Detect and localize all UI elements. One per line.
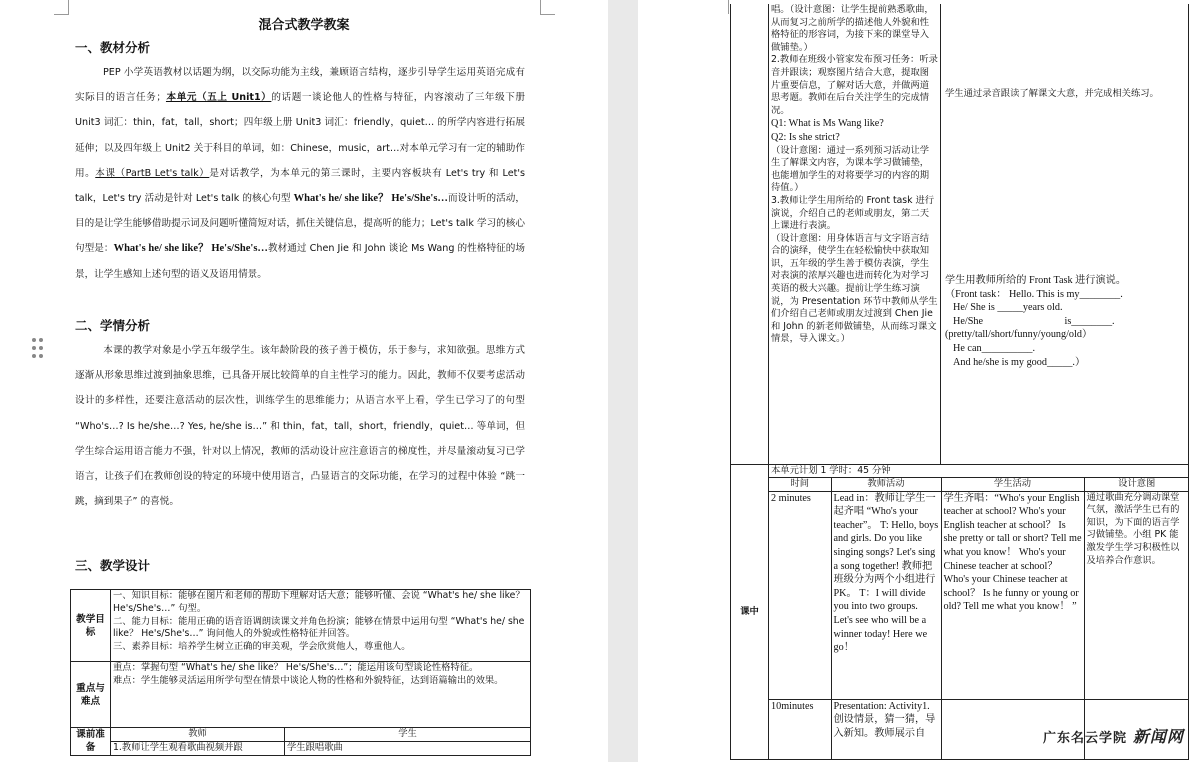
column-header-teacher: 教师 [111,728,285,742]
section-heading-design: 三、教学设计 [75,558,151,573]
watermark-logo [1043,724,1184,747]
table-row [769,491,1189,699]
text-run: 的话题一谈论他人的性格与特征，内容滚动了三年级下册 Unit3 词汇：thin，fat，tall，short；四年级上册 Unit3 词汇：friendly，quiet… 的所学内容进行拓展延伸；以及四年级上 Unit2 关于科目的单词，如：Chinese，music，art…对本单元学习有一定的辅助作用。 [75,92,526,179]
text-run: 本课的教学对象是小学五年级学生。该年龄阶段的孩子善于模仿，乐于参与，求知欲强。思维方式逐渐从形象思维过渡到抽象思维，已具备开展比较简单的自主性学习的能力。因此，教师不仅要考虑活动设计的多样性，还要注意活动的层次性，训练学生的思维能力；从语言水平上看，学生已学习了的句型 “Who's…? Is he/she…? Yes, he/she is…” 和 thin，fat，tall，short，friendly，quiet… 等单词，但学生综合运用语言能力不强，针对以上情况，教师的活动设计应注意语言的梯度性，并尽量滚动复习已学语言，让孩子们在教师创设的特定的环境中使用语言，凸显语言的交际功能，在学习的过程中体验 “跳一跳，摘到果子” 的喜悦。 [75,345,525,508]
unit-plan-text: 本单元计划 1 学时：45 分钟 [769,465,1189,478]
drag-handle-icon[interactable] [32,338,44,360]
teacher-activity-text: 3.教师让学生用所给的 Front task 进行演说，介绍自己的老师或朋友，第二天上课进行表演。 [771,194,935,232]
student-preview-cell [941,4,1189,464]
lesson-reference: 本课（PartB Let's talk） [95,167,210,179]
stage-cell-empty [731,4,769,464]
table-row [71,662,531,728]
teacher-preview-cell [769,4,941,464]
table-row [71,728,531,742]
front-task-line: He/ She is _____years old. [953,302,1063,314]
front-task-line: （Front task： Hello. This is my________. [945,288,1123,300]
in-class-plan-table [769,465,1189,760]
crop-mark [540,0,555,15]
goals-label: 教学目标 [71,590,111,662]
key-points-cell [111,662,531,728]
column-header-time: 时间 [769,478,831,492]
key-point-item: 难点：学生能够灵活运用所学句型在情景中谈论人物的性格和外貌特征，达到语篇输出的效果。 [113,674,504,686]
teacher-activity-text: （设计意图：用身体语言与文字语言结合的演绎，使学生在轻松愉快中获取知识，五年级的学生善于模仿表演，学生对表演的浓厚兴趣也进而转化为对学习英语的极大兴趣。提前让学生练习演说，为 Presentation 环节中教师从学生们介绍自己老师或朋友过渡到 Chen Jie 和 John 的新老师做铺垫，从而练习课文情景，导入课文。） [771,232,938,345]
prep-student-cell: 学生跟唱歌曲 [285,741,531,755]
section-heading-textbook: 一、教材分析 [75,40,151,55]
table-row [731,4,1189,464]
document-title: 混合式教学教案 [258,18,350,33]
teacher-activity-cell: Presentation: Activity1.创设情景，猜一猜，导入新知。教师展示自 [831,699,941,759]
column-header-student: 学生 [285,728,531,742]
table-row [769,465,1189,478]
preview-question: Q1: What is Ms Wang like? [771,118,884,130]
column-header-student-activity: 学生活动 [941,478,1084,492]
sentence-pattern: What's he/ she like？ He's/She's… [113,243,268,255]
key-points-label: 重点与难点 [71,662,111,728]
watermark-text: 广东名云学院 [1043,731,1128,746]
column-header-purpose: 设计意图 [1084,478,1189,492]
student-activity-text: 学生通过录音跟读了解课文大意，并完成相关练习。 [945,88,1159,99]
time-cell: 10minutes [769,699,831,759]
column-header-teacher-activity: 教师活动 [831,478,941,492]
sentence-pattern: What's he/ she like？ He's/She's… [293,193,448,205]
teacher-activity-cell: Lead in：教师让学生一起齐唱 “Who's your teacher”。 T: Hello, boys and girls. Do you like singing songs? Let's sing a song together! 教师把班级分为两个小组进行 PK。 T：I will divide you into two groups. Let's see who will be a winner today! Here we go！ [831,491,941,699]
teacher-activity-text: 2.教师在班级小管家发布预习任务：听录音并跟读；观察图片结合大意，提取图片重要信息，了解对话大意，并做两道思考题。教师在后台关注学生的完成情况。 [771,54,938,116]
text-run: 是对话教学，为本单元的第三课时，主要内容板块有 Let's try 和 Let's talk，Let's try 活动是针对 Let's talk 的核心句型 [75,167,525,205]
front-task-line: He/She is________. [953,315,1115,327]
front-task-block [945,274,1183,369]
text-run: PEP 小学英语教材以话题为纲，以交际功能为主线，兼顾语言结构，逐步引导学生运用英语完成有实际目的语言任务； [75,67,525,104]
teacher-activity-text: 唱。（设计意图：让学生提前熟悉歌曲，从而复习之前所学的描述他人外貌和性格特征的形容词，为接下来的课堂导入做铺垫。） [771,4,934,53]
teacher-activity-text: （设计意图：通过一系列预习活动让学生了解课文内容，为课本学习做铺垫，也能增加学生的对将要学习的内容的期待值。） [771,144,930,194]
preview-question: Q2: Is she strict? [771,131,840,143]
text-run: 教材通过 Chen Jie 和 John 谈论 Ms Wang 的性格特征的场景，让学生感知上述句型的语义及语用情景。 [75,243,526,280]
in-class-cell [769,464,1189,760]
paragraph-learner-analysis [75,338,525,514]
table-row [71,741,531,755]
unit-reference: 本单元（五上 Unit1） [165,92,272,104]
purpose-cell: 通过歌曲充分调动课堂气氛，激活学生已有的知识，为下面的语言学习做铺垫。小组 PK 能激发学生学习积极性以及培养合作意识。 [1084,491,1189,699]
time-cell: 2 minutes [769,491,831,699]
prep-label: 课前准备 [71,728,111,756]
section-heading-learner: 二、学情分析 [75,318,151,333]
table-row [71,590,531,662]
document-page-right [638,0,1200,762]
goal-item: 一、知识目标：能够在图片和老师的帮助下理解对话大意；能够听懂、会说 “What's he/ she like？ He's/She's…” 句型。 [113,590,525,614]
text-run: 而设计听的活动，目的是让学生能够借助提示词及问题听懂简短对话，抓住关键信息，提高听的能力；Let's talk 学习的核心句型是： [75,193,525,255]
prep-teacher-cell: 1.教师让学生观看歌曲视频并跟 [111,741,285,755]
goal-item: 三、素养目标：培养学生树立正确的审美观，学会欣赏他人，尊重他人。 [113,641,411,653]
crop-mark [714,0,729,14]
front-task-line: He can__________. [953,342,1036,354]
student-activity-cell: 学生齐唱：“Who's your English teacher at school? Who's your English teacher at school？ Is she pretty or tall or short? Tell me what you know！ Who's your Chinese teacher at school？ Who's your Chinese teacher at school？ Is he funny or young or old? Tell me what you know！ ” [941,491,1084,699]
lesson-design-table [70,589,531,756]
table-row [769,478,1189,492]
table-row [731,464,1189,760]
crop-mark [54,0,69,15]
key-point-item: 重点：掌握句型 “What's he/ she like？ He's/She's…”；能运用该句型谈论性格特征。 [113,662,479,673]
goal-item: 二、能力目标：能用正确的语音语调朗读课文并角色扮演；能够在情景中运用句型 “What's he/ she like？ He's/She's…” 询问他人的外貌或性格特征并回答。 [113,615,525,640]
watermark-text: 新闻网 [1132,727,1184,746]
student-activity-text: 学生用教师所给的 Front Task 进行演说。 [945,275,1127,286]
stage-label-in-class: 课中 [731,464,769,760]
front-task-line: (pretty/tall/short/funny/young/old） [945,329,1093,341]
front-task-line: And he/she is my good_____.） [953,356,1086,368]
paragraph-textbook-analysis [75,60,525,287]
goals-cell [111,590,531,662]
lesson-continuation-table [730,4,1189,760]
